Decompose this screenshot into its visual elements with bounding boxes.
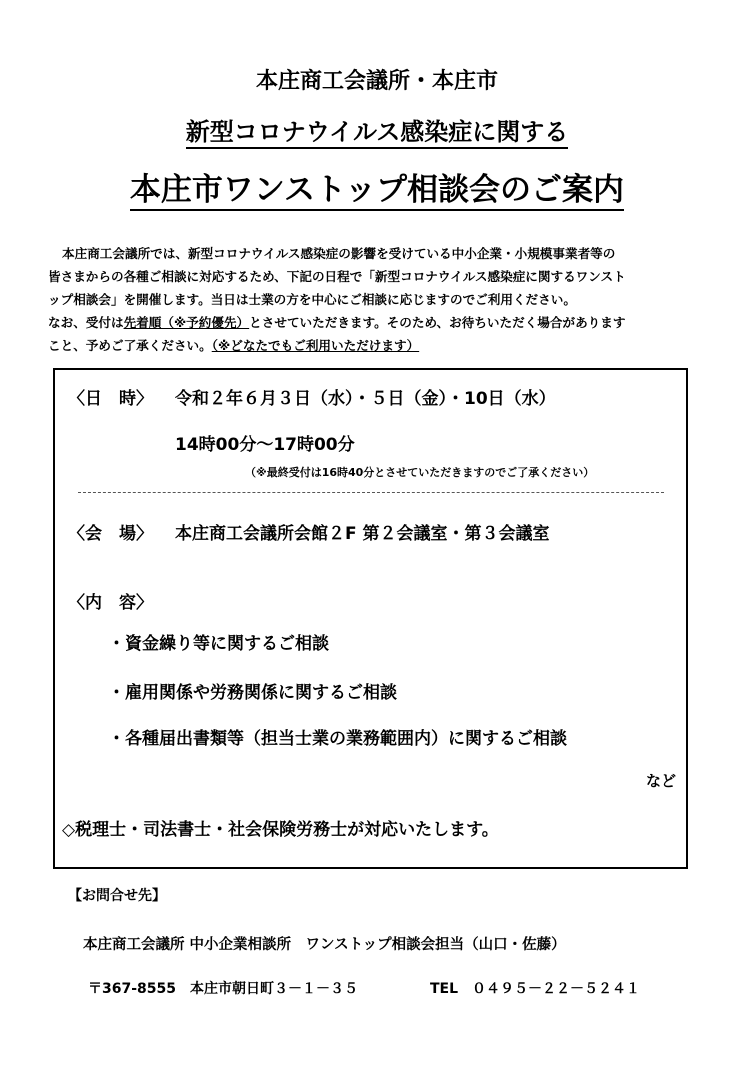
title-subject: 新型コロナウイルス感染症に関する xyxy=(0,112,754,147)
info-box xyxy=(53,368,688,869)
contact-org: 本庄商工会議所 中小企業相談所 ワンストップ相談会担当（山口・佐藤） xyxy=(83,937,566,953)
contact-address: 〒367-8555 本庄市朝日町３－１－３５ xyxy=(88,981,358,997)
intro-line-3: ップ相談会」を開催します。当日は士業の方を中心にご相談に応じますのでご利用ください。 xyxy=(48,292,576,307)
intro-line-1: 本庄商工会議所では、新型コロナウイルス感染症の影響を受けている中小企業・小規模事業者等の xyxy=(62,246,616,261)
schedule-time: 14時00分～17時00分 xyxy=(175,435,355,455)
intro-line-5-pre: こと、予めご了承ください。 xyxy=(48,338,212,353)
intro-line-2: 皆さまからの各種ご相談に対応するため、下記の日程で「新型コロナウイルス感染症に関するワンスト xyxy=(48,269,626,284)
content-item-funding: ・資金繰り等に関するご相談 xyxy=(108,634,329,654)
content-item-documents: ・各種届出書類等（担当士業の業務範囲内）に関するご相談 xyxy=(108,729,567,749)
reception-rule: 先着順（※予約優先） xyxy=(123,315,250,330)
content-etc: など xyxy=(646,772,677,790)
open-to-all-note: （※どなたでもご利用いただけます） xyxy=(211,338,420,353)
venue-value: 本庄商工会議所会館２F 第２会議室・第３会議室 xyxy=(175,524,550,544)
schedule-note: （※最終受付は16時40分とさせていただきますのでご了承ください） xyxy=(245,466,595,479)
content-item-employment: ・雇用関係や労務関係に関するご相談 xyxy=(108,683,397,703)
schedule-dates: 令和２年６月３日（水）・５日（金）・10日（水） xyxy=(175,389,556,409)
support-note: ◇税理士・司法書士・社会保険労務士が対応いたします。 xyxy=(62,820,499,840)
page-title: 本庄市ワンストップ相談会のご案内 xyxy=(0,164,754,209)
venue-label: 〈会 場〉 xyxy=(68,524,153,544)
title-organizers: 本庄商工会議所・本庄市 xyxy=(255,69,498,94)
intro-line-5 xyxy=(48,335,419,354)
content-label: 〈内 容〉 xyxy=(68,593,153,613)
schedule-label: 〈日 時〉 xyxy=(68,389,153,409)
intro-line-4-post: とさせていただきます。そのため、お待ちいただく場合があります xyxy=(249,315,626,330)
contact-tel: TEL ０４９５－２２－５２４１ xyxy=(430,981,641,997)
divider xyxy=(78,492,664,493)
intro-line-4 xyxy=(48,312,625,331)
intro-line-4-pre: なお、受付は xyxy=(48,315,124,330)
contact-heading: 【お問合せ先】 xyxy=(68,888,166,904)
